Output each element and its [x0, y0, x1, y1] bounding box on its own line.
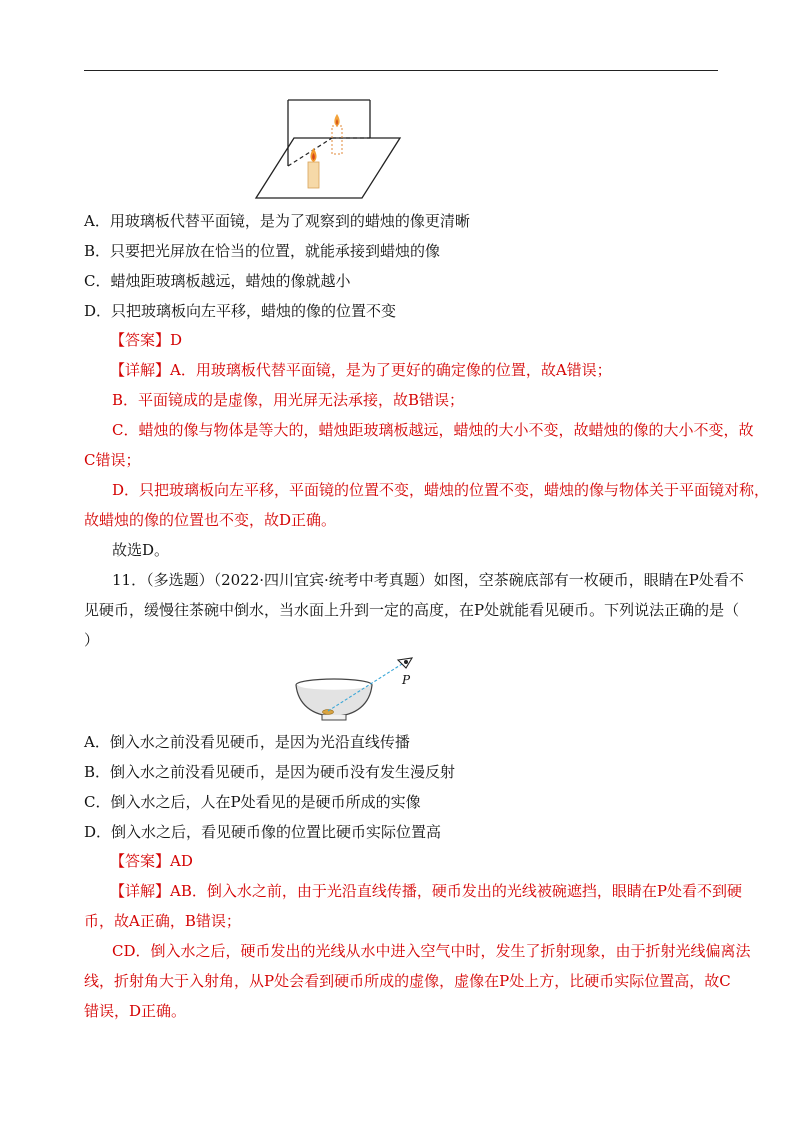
q10-answer: 【答案】D — [110, 331, 183, 349]
q11-detail-cd: CD．倒入水之后，硬币发出的光线从水中进入空气中时，发生了折射现象，由于折射光线偏离法 — [112, 942, 751, 960]
q10-option-d: D．只把玻璃板向左平移，蜡烛的像的位置不变 — [84, 302, 397, 320]
q10-option-b: B．只要把光屏放在恰当的位置，就能承接到蜡烛的像 — [84, 242, 441, 260]
q11-detail-tag: 【详解】 — [110, 882, 171, 900]
tea-bowl-coin-figure — [294, 654, 430, 724]
q11-detail-cd-cont-1: 线，折射角大于入射角，从P处会看到硬币所成的虚像，虚像在P处上方，比硬币实际位置高，故C — [84, 972, 731, 990]
q11-option-a: A．倒入水之前没看见硬币，是因为光沿直线传播 — [84, 733, 410, 751]
q10-conclusion: 故选D。 — [112, 541, 170, 559]
q11-detail-line-1 — [110, 880, 750, 902]
q10-detail-a: A．用玻璃板代替平面镜，是为了更好的确定像的位置，故A错误； — [170, 361, 612, 379]
q10-detail-d: D．只把玻璃板向左平移，平面镜的位置不变，蜡烛的位置不变，蜡烛的像与物体关于平面镜对称， — [112, 481, 770, 499]
q11-option-d: D．倒入水之后，看见硬币像的位置比硬币实际位置高 — [84, 823, 442, 841]
header-rule — [84, 70, 718, 71]
q10-option-c: C．蜡烛距玻璃板越远，蜡烛的像就越小 — [84, 272, 351, 290]
q11-stem-3: ） — [84, 631, 100, 649]
q10-option-a: A．用玻璃板代替平面镜，是为了观察到的蜡烛的像更清晰 — [84, 212, 470, 230]
q11-detail-cd-cont-2: 错误，D正确。 — [84, 1002, 187, 1020]
q10-detail-d-cont: 故蜡烛的像的位置也不变，故D正确。 — [84, 511, 337, 529]
q11-stem-2: 见硬币，缓慢往茶碗中倒水，当水面上升到一定的高度，在P处就能看见硬币。下列说法正确的是（ — [84, 601, 740, 619]
q10-detail-line-1 — [110, 359, 750, 381]
q11-answer: 【答案】AD — [110, 852, 193, 870]
q10-detail-b: B．平面镜成的是虚像，用光屏无法承接，故B错误； — [112, 391, 465, 409]
point-p-label: P — [402, 673, 411, 687]
q11-detail-ab-cont: 币，故A正确，B错误； — [84, 912, 241, 930]
glass-plate-candle-figure — [254, 96, 404, 202]
q11-option-c: C．倒入水之后，人在P处看见的是硬币所成的实像 — [84, 793, 421, 811]
q10-detail-tag: 【详解】 — [110, 361, 171, 379]
q11-detail-ab: AB．倒入水之前，由于光沿直线传播，硬币发出的光线被碗遮挡，眼睛在P处看不到硬 — [170, 882, 742, 900]
q11-option-b: B．倒入水之前没看见硬币，是因为硬币没有发生漫反射 — [84, 763, 456, 781]
q11-stem-1: 11．（多选题）（2022·四川宜宾·统考中考真题）如图，空茶碗底部有一枚硬币，眼睛在P处看不 — [112, 571, 744, 589]
q10-detail-c-cont: C错误； — [84, 451, 141, 469]
q10-detail-c: C．蜡烛的像与物体是等大的，蜡烛距玻璃板越远，蜡烛的大小不变，故蜡烛的像的大小不变，故 — [112, 421, 754, 439]
